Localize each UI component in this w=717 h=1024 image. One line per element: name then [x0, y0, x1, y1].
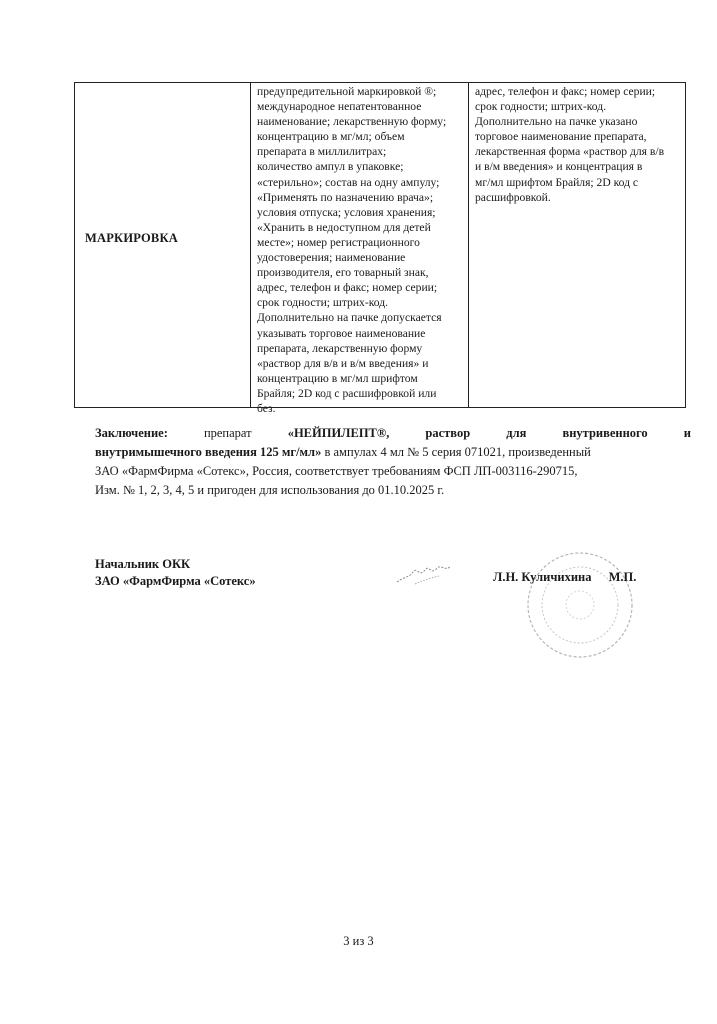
- packaging-text: в ампулах 4 мл № 5 серия: [324, 445, 462, 459]
- conclusion-line-3: ЗАО «ФармФирма «Сотекс», Россия, соответствует требованиям ФСП ЛП-003116-290715,: [95, 464, 578, 478]
- marking-table: [74, 82, 686, 415]
- table-label-cell: [75, 83, 251, 407]
- conclusion-line-2: [95, 443, 691, 462]
- signer-name: Л.Н. Куличихина: [493, 570, 592, 584]
- conclusion-line-4: Изм. № 1, 2, 3, 4, 5 и пригоден для использования до 01.10.2025 г.: [95, 483, 445, 497]
- route-text: внутримышечного введения 125 мг/мл»: [95, 445, 322, 459]
- official-stamp: [515, 545, 645, 665]
- series-number: 071021: [464, 445, 503, 459]
- conclusion-word: для: [506, 426, 527, 440]
- row-label: МАРКИРОВКА: [85, 231, 178, 245]
- table-result-cell: [469, 83, 685, 407]
- handwritten-signature: [395, 558, 455, 588]
- conclusion-line-1: [95, 424, 691, 443]
- page-number: 3 из 3: [343, 934, 374, 948]
- conclusion-label: Заключение:: [95, 426, 168, 440]
- signer: [493, 570, 636, 585]
- signatory-title: [95, 556, 256, 590]
- table-requirement-cell: [251, 83, 469, 415]
- conclusion-paragraph: [95, 424, 691, 500]
- drug-name: «НЕЙПИЛЕПТ®,: [287, 426, 390, 440]
- stamp-place-label: М.П.: [608, 570, 637, 584]
- conclusion-word: и: [683, 426, 691, 440]
- signatory-position: Начальник ОКК: [95, 557, 191, 571]
- conclusion-word: препарат: [203, 426, 252, 440]
- result-text: адрес, телефон и факс; номер серии; срок годности; штрих-код. Дополнительно на пачке указано торговое наименование препарата, лекарственная форма «раствор для в/в и в/м введения» и концентрация в мг/мл шрифтом Брайля; 2D код с расшифровкой.: [475, 85, 665, 204]
- produced-text: , произведенный: [502, 445, 591, 459]
- conclusion-word: раствор: [425, 426, 471, 440]
- conclusion-word: внутривенного: [562, 426, 648, 440]
- signatory-company: ЗАО «ФармФирма «Сотекс»: [95, 574, 256, 588]
- requirement-text: предупредительной маркировкой ®; международное непатентованное наименование; лекарственную форму; концентрацию в мг/мл; объем препарата в миллилитрах; количество ампул в упаковке; «стерильно»; состав на одну ампулу; «Применять по назначению врача»; условия отпуска; условия хранения; «Хранить в недоступном для детей месте»; номер регистрационного удостоверения; наименование производителя, его товарный знак, адрес, телефон и факс; номер серии; срок годности; штрих-код. Дополнительно на пачке допускается указывать торговое наименование препарата, лекарственную форму «раствор для в/в и в/м введения» и концентрацию в мг/мл шрифтом Брайля; 2D код с расшифровкой или без.: [257, 85, 447, 415]
